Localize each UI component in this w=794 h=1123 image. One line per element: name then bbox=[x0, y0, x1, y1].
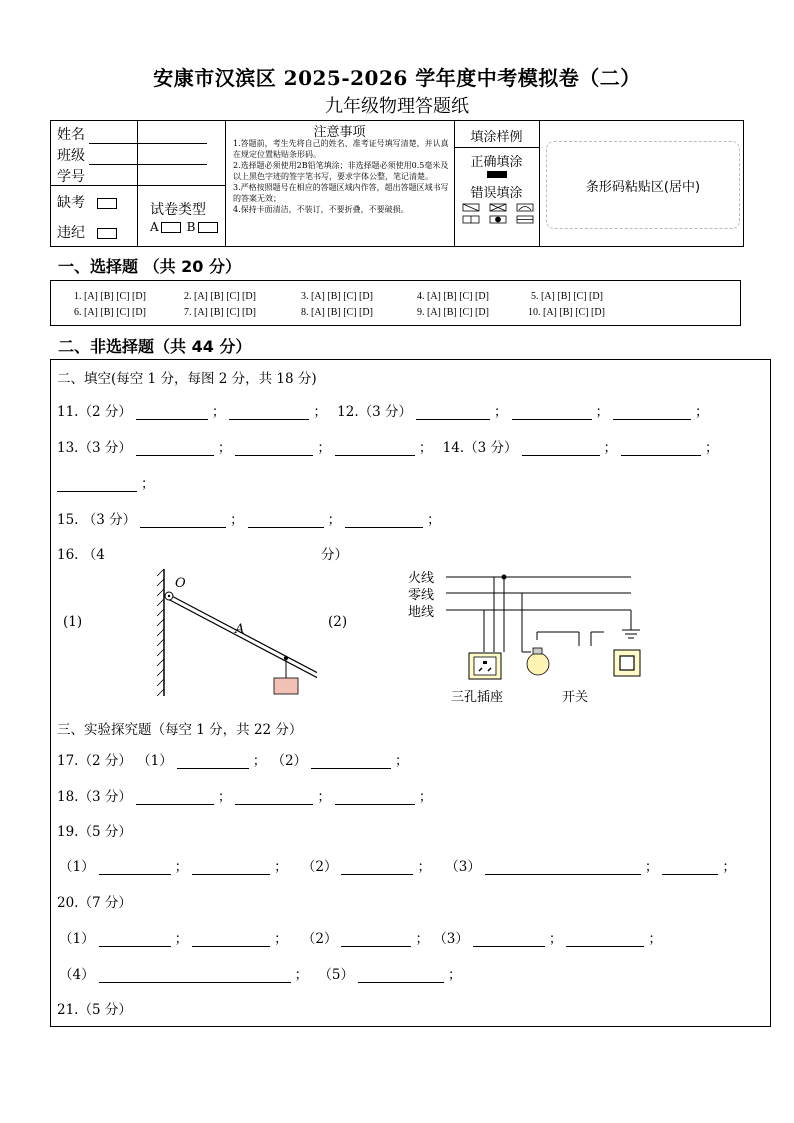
nonchoice-answer-box bbox=[50, 359, 771, 1027]
answer-blank[interactable] bbox=[235, 441, 313, 456]
question-14-continued: ； bbox=[53, 472, 155, 492]
name-field[interactable]: 姓名 bbox=[57, 124, 207, 144]
answer-blank[interactable] bbox=[99, 932, 171, 947]
student-id-field[interactable]: 学号 bbox=[57, 166, 207, 186]
fill-blank-heading: 二、填空(每空 1 分，每图 2 分，共 18 分) bbox=[57, 371, 317, 387]
choice-item[interactable]: 10. [A] [B] [C] [D] bbox=[528, 307, 605, 318]
section2-heading: 二、非选择题（共 44 分） bbox=[58, 337, 252, 356]
answer-blank[interactable] bbox=[99, 860, 171, 875]
answer-blank[interactable] bbox=[473, 932, 545, 947]
answer-blank[interactable] bbox=[136, 441, 214, 456]
answer-blank[interactable] bbox=[662, 860, 718, 875]
choice-item[interactable]: 3. [A] [B] [C] [D] bbox=[301, 291, 373, 302]
answer-blank[interactable] bbox=[177, 754, 249, 769]
choice-item[interactable]: 4. [A] [B] [C] [D] bbox=[417, 291, 489, 302]
notes-item: 4.保持卡面清洁，不装订，不要折叠，不要破损。 bbox=[233, 205, 409, 214]
question-15-row: 15. （3 分） ； ； ； bbox=[57, 512, 441, 528]
answer-blank[interactable] bbox=[522, 441, 600, 456]
fire-wire-label: 火线 bbox=[408, 571, 435, 586]
info-header-box bbox=[50, 120, 744, 247]
page-title: 安康市汉滨区 2025-2026 学年度中考模拟卷（二） bbox=[153, 66, 641, 90]
circuit-diagram[interactable] bbox=[441, 568, 651, 688]
answer-blank[interactable] bbox=[335, 790, 415, 805]
answer-blank[interactable] bbox=[192, 860, 270, 875]
answer-blank[interactable] bbox=[345, 513, 423, 528]
answer-blank[interactable] bbox=[136, 405, 208, 420]
answer-blank[interactable] bbox=[99, 968, 291, 983]
question-20-label: 20.（7 分） bbox=[57, 895, 132, 911]
correct-fill-label: 正确填涂 bbox=[470, 155, 523, 170]
choice-answer-box bbox=[50, 280, 741, 326]
notes-item: 1.答题前，考生先将自己的姓名、准考证号填写清楚，并认真在规定位置粘贴条形码。 bbox=[233, 139, 449, 159]
class-field[interactable]: 班级 bbox=[57, 145, 207, 165]
point-a-label: A bbox=[235, 622, 245, 637]
point-o-label: O bbox=[175, 576, 186, 591]
answer-blank[interactable] bbox=[57, 477, 137, 492]
answer-blank[interactable] bbox=[613, 405, 691, 420]
answer-blank[interactable] bbox=[566, 932, 644, 947]
answer-blank[interactable] bbox=[311, 754, 391, 769]
answer-blank[interactable] bbox=[512, 405, 592, 420]
notes-panel bbox=[225, 121, 454, 246]
question-21-label: 21.（5 分） bbox=[57, 1002, 132, 1018]
answer-blank[interactable] bbox=[248, 513, 324, 528]
barcode-panel bbox=[539, 121, 744, 246]
answer-blank[interactable] bbox=[335, 441, 415, 456]
ground-wire-label: 地线 bbox=[408, 605, 435, 620]
answer-blank[interactable] bbox=[341, 932, 411, 947]
choice-item[interactable]: 1. [A] [B] [C] [D] bbox=[74, 291, 146, 302]
question-18-row: 18.（3 分） ； ； ； bbox=[57, 789, 433, 805]
choice-item[interactable]: 6. [A] [B] [C] [D] bbox=[74, 307, 146, 318]
answer-blank[interactable] bbox=[416, 405, 490, 420]
question-16-points: 分） bbox=[321, 547, 348, 563]
answer-blank[interactable] bbox=[140, 513, 226, 528]
notes-item: 2.选择题必须使用2B铅笔填涂；非选择题必须使用0.5毫米及以上黑色字迹的签字笔书写，要求字体公整，笔记清楚。 bbox=[233, 161, 449, 181]
answer-blank[interactable] bbox=[229, 405, 309, 420]
choice-item[interactable]: 9. [A] [B] [C] [D] bbox=[417, 307, 489, 318]
correct-fill-sample bbox=[487, 171, 507, 178]
q16-part2-label: (2) bbox=[328, 614, 348, 630]
experiment-heading: 三、实验探究题（每空 1 分，共 22 分） bbox=[57, 722, 303, 738]
paper-type-options[interactable]: A B bbox=[150, 220, 218, 234]
question-19-label: 19.（5 分） bbox=[57, 824, 132, 840]
notes-title: 注意事项 bbox=[313, 125, 366, 140]
answer-blank[interactable] bbox=[341, 860, 413, 875]
choice-item[interactable]: 8. [A] [B] [C] [D] bbox=[301, 307, 373, 318]
fill-example-panel bbox=[454, 121, 539, 246]
choice-item[interactable]: 7. [A] [B] [C] [D] bbox=[184, 307, 256, 318]
answer-blank[interactable] bbox=[485, 860, 641, 875]
question-17-row: 17.（2 分） （1） ； （2） ； bbox=[57, 753, 409, 769]
answer-blank[interactable] bbox=[621, 441, 701, 456]
answer-blank[interactable] bbox=[136, 790, 214, 805]
socket-label: 三孔插座 bbox=[451, 690, 504, 705]
question-20-row1: （1） ； ； （2） ； （3） ； ； bbox=[59, 931, 662, 947]
notes-list bbox=[233, 138, 451, 215]
barcode-area[interactable]: 条形码粘贴区(居中) bbox=[546, 141, 740, 229]
question-19-row: （1） ； ； （2） ； （3） ； ； bbox=[59, 859, 736, 875]
answer-blank[interactable] bbox=[235, 790, 313, 805]
question-20-row2: （4） ； （5） ； bbox=[59, 967, 462, 983]
notes-item: 3.严格按照题号在相应的答题区域内作答，超出答题区域书写的答案无效； bbox=[233, 183, 449, 203]
lever-diagram[interactable] bbox=[147, 566, 317, 706]
question-11-12-row: 11.（2 分） ； ； 12.（3 分） ； ； ； bbox=[57, 404, 709, 420]
paper-type-label: 试卷类型 bbox=[150, 202, 206, 218]
answer-blank[interactable] bbox=[358, 968, 444, 983]
zero-wire-label: 零线 bbox=[408, 588, 435, 603]
switch-label: 开关 bbox=[562, 690, 589, 705]
q16-part1-label: (1) bbox=[63, 614, 83, 630]
choice-item[interactable]: 5. [A] [B] [C] [D] bbox=[531, 291, 603, 302]
question-16-label: 16. （4 bbox=[57, 547, 105, 563]
choice-item[interactable]: 2. [A] [B] [C] [D] bbox=[184, 291, 256, 302]
section1-heading: 一、选择题 （共 20 分） bbox=[58, 257, 241, 276]
answer-blank[interactable] bbox=[192, 932, 270, 947]
absent-checkbox[interactable]: 缺考 bbox=[57, 192, 117, 212]
wrong-fill-label: 错误填涂 bbox=[470, 186, 523, 201]
page-subtitle: 九年级物理答题纸 bbox=[325, 96, 469, 117]
wrong-fill-samples bbox=[460, 202, 536, 226]
violation-checkbox[interactable]: 违纪 bbox=[57, 222, 117, 242]
question-13-14-row: 13.（3 分） ； ； ； 14.（3 分） ； ； bbox=[57, 440, 719, 456]
fill-example-title: 填涂样例 bbox=[470, 130, 523, 145]
